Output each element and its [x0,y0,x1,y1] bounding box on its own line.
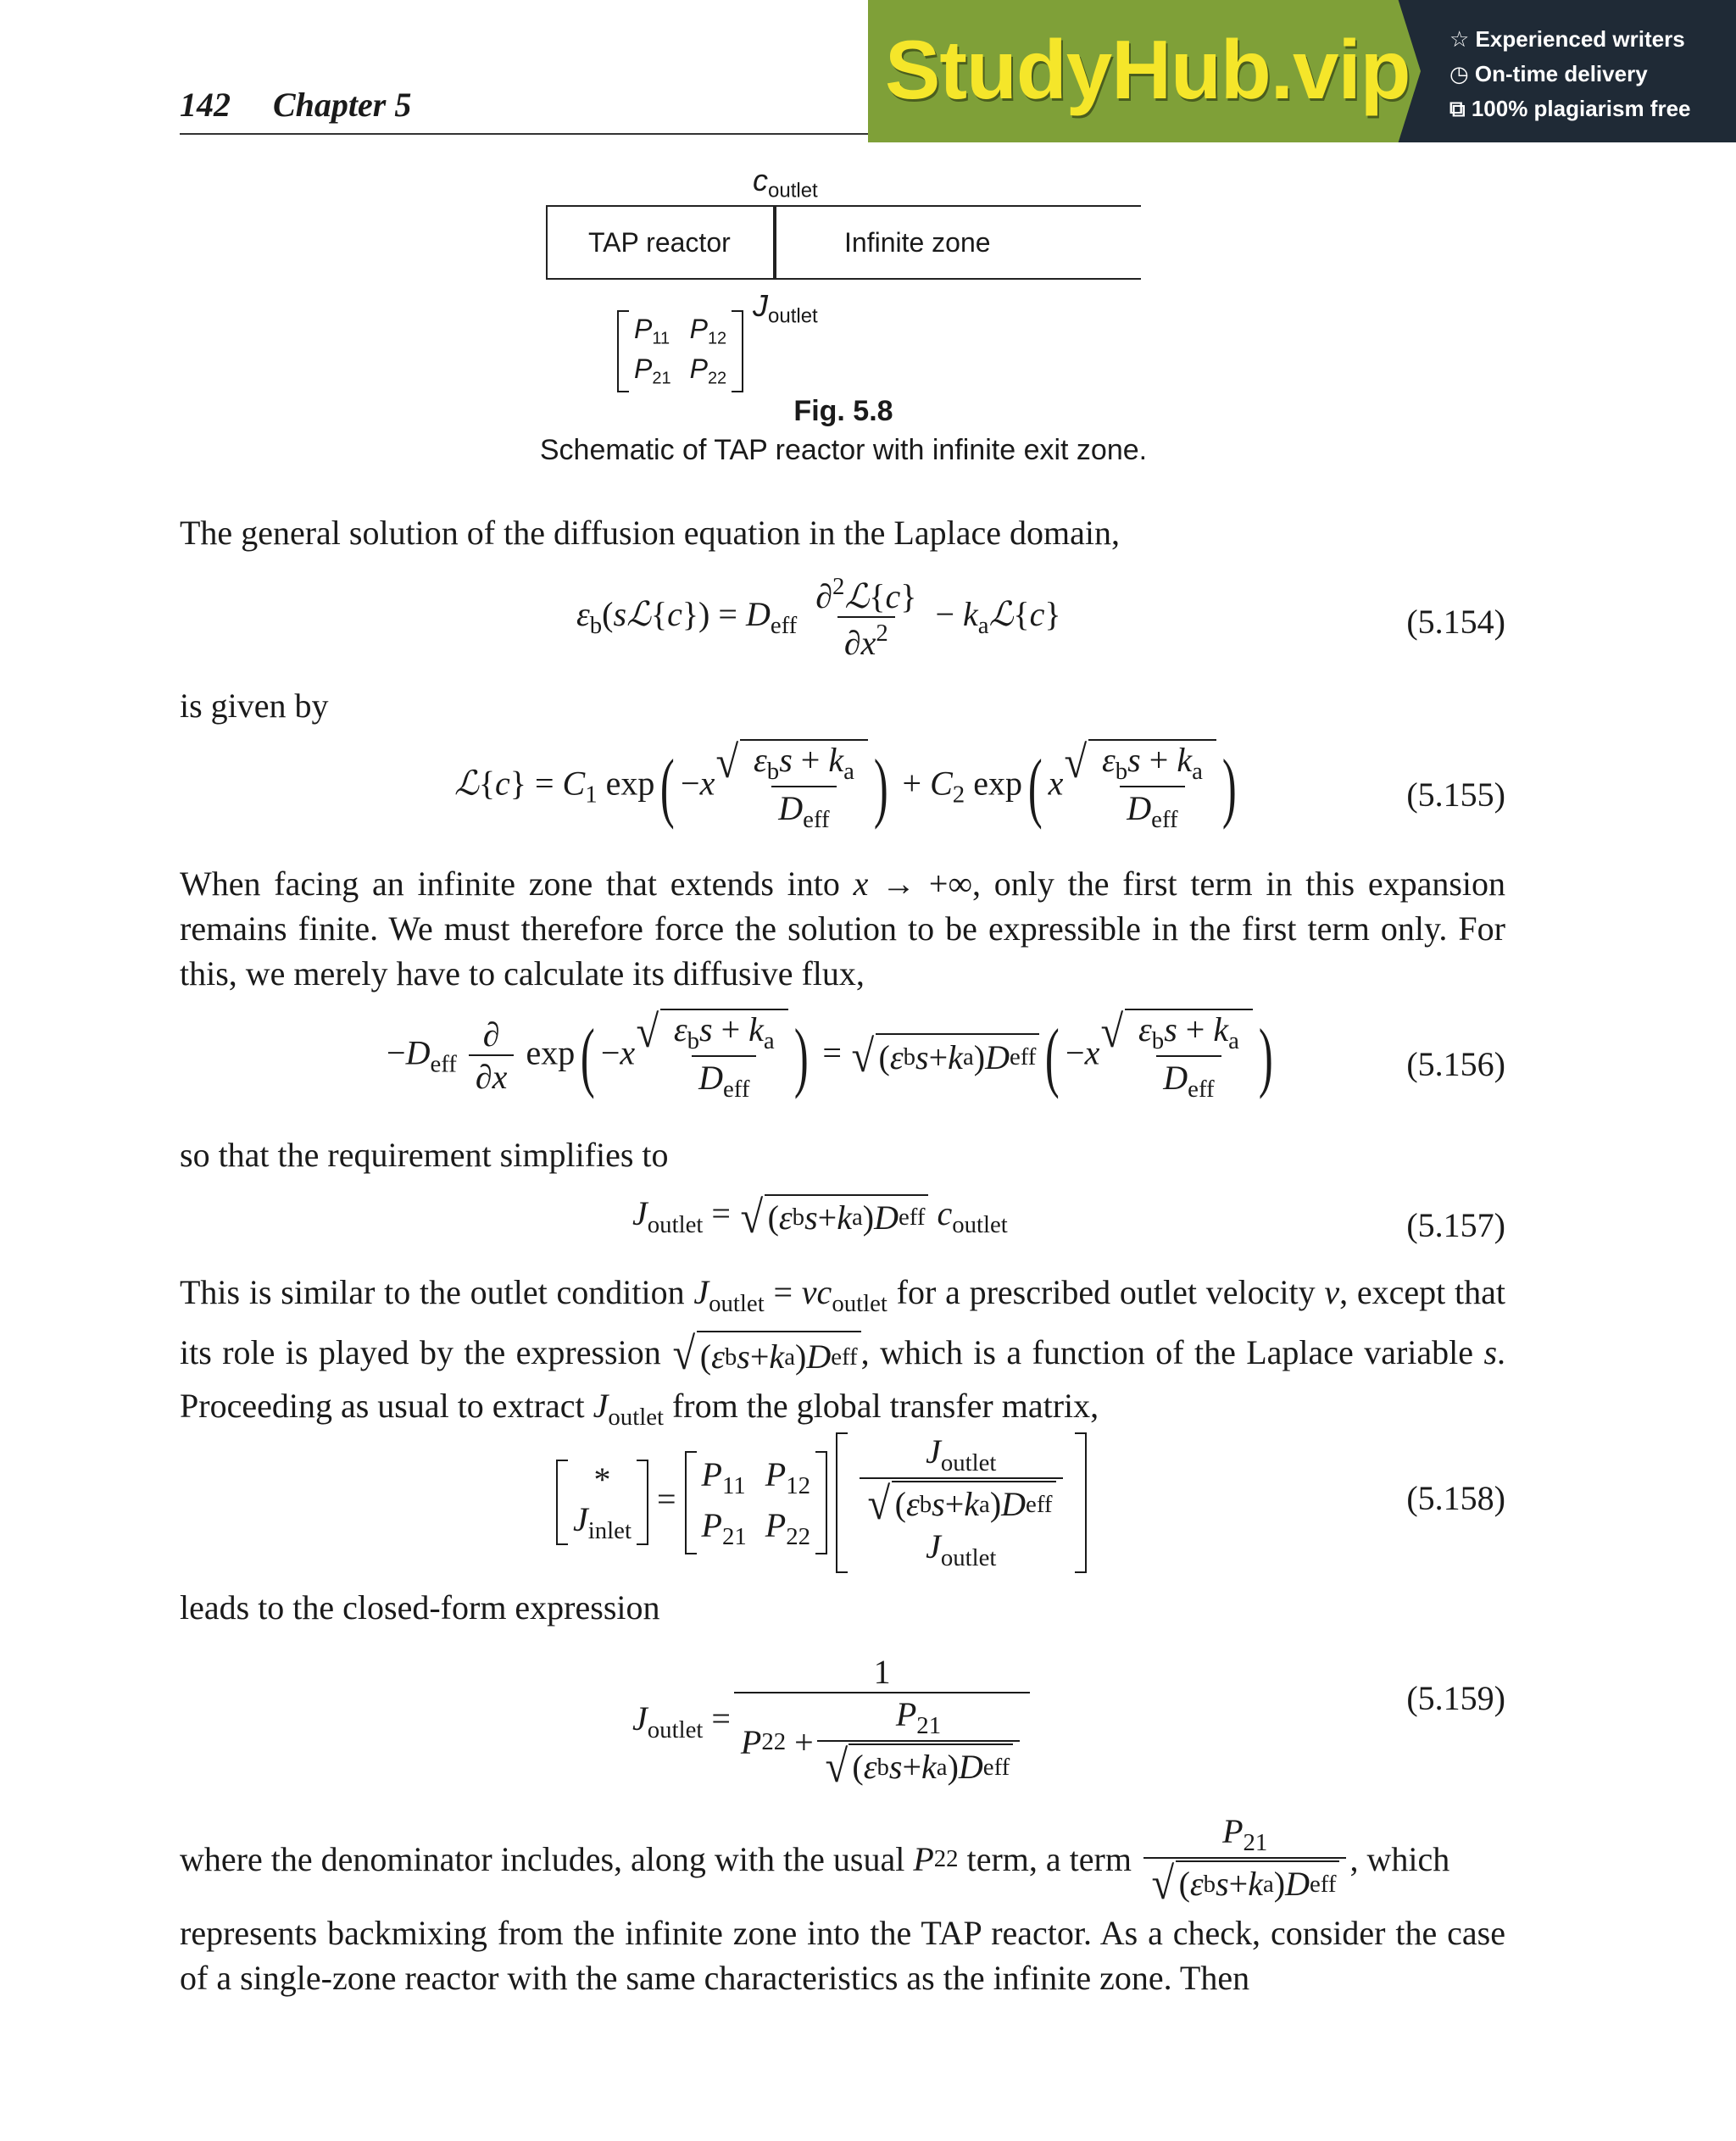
figure-transfer-matrix: $P_{11}$ $P_{12}$ $P_{21}$ $P_{22}$ [617,310,743,392]
paragraph: The general solution of the diffusion equation in the Laplace domain, [180,514,1120,552]
page-number: 142 [180,86,231,124]
feature-item: ⧉ 100% plagiarism free [1449,96,1691,121]
equation-number: (5.155) [1406,776,1505,814]
tap-reactor-label: TAP reactor [588,227,731,258]
clock-icon: ◷ [1449,61,1469,86]
studyhub-banner[interactable] [868,0,1736,142]
paragraph: When facing an infinite zone that extends into x → +∞, only the first term in this expansion remains finite. We must therefore force the solution to be expressible in the first term only. For this, we merely have to calculate its diffusive flux, [180,865,1506,993]
infinite-zone-label: Infinite zone [844,227,991,258]
paragraph: This is similar to the outlet condition $J_{outlet} = vc_{outlet}$ for a prescribed outlet velocity v, except that its role is played by the expression √ ( ε b s + k a ) D eff , which is a function of the Laplace variable s. Proceeding as usual to extract $J_{outlet}$ from the global transfer matrix, [180,1273,1506,1432]
equation-5-157: $J_{outlet}$ = √ ( ε b s + k a ) D eff $c_{outlet}$ [632,1191,1008,1243]
figure-c-outlet: $c_{outlet}$ [753,163,818,203]
paragraph: so that the requirement simplifies to [180,1136,669,1174]
chapter-title: Chapter 5 [273,86,412,124]
equation-5-156: $-D_{eff}$ $\frac{\partial}{\partial x}$ exp( −x √ $\frac{\varepsilon_bs + k_a}{D_{eff}}$ ) = √ ( ε b s + k a ) D eff ( −x √ $\frac{\varepsilon_bs + k_a}{D_{eff}}$ ) [387,1006,1273,1104]
feature-item: ◷ On-time delivery [1449,61,1648,86]
paragraph: is given by [180,687,329,725]
equation-5-158: * $J_{inlet}$ = $P_{11}$ $P_{12}$ $P_{21}$ $P_{22}$ $J_{outlet}$ √ ( ε b s + k a ) D eff $J_{outlet}$ [556,1432,1087,1573]
star-icon: ☆ [1449,26,1470,52]
equation-number: (5.156) [1406,1045,1505,1083]
equation-5-154: $\varepsilon_b(sℒ\{c\}) = D_{eff}$ $\frac{\partial^2ℒ\{c\}}{\partial x^2}$ − $k_aℒ\{c\}$ [576,573,1061,662]
equation-5-155: ℒ{c} = $C_1$ exp( −x √ $\frac{\varepsilon_bs + k_a}{D_{eff}}$ ) + $C_2$ exp( x √ $\frac{\varepsilon_bs + k_a}{D_{eff}}$ ) [454,737,1237,834]
equation-5-159: $J_{outlet}$ = 1 P 22 + $P_{21}$ √ ( ε b s + k a ) D eff [632,1653,1033,1789]
copy-icon: ⧉ [1449,96,1466,121]
equation-number: (5.158) [1406,1479,1505,1517]
paragraph: leads to the closed-form expression [180,1588,660,1627]
paragraph: represents backmixing from the infinite zone into the TAP reactor. As a check, consider the case of a single-zone reactor with the same characteristics as the infinite zone. Then [180,1914,1505,1997]
equation-number: (5.159) [1406,1679,1505,1717]
equation-number: (5.154) [1406,603,1505,641]
equation-number: (5.157) [1406,1206,1505,1244]
paragraph: where the denominator includes, along with the usual P 22 term, a term $P_{21}$ √ ( ε b s + k a ) D eff , which [180,1812,1450,1910]
banner-feature-list [1449,22,1691,126]
feature-item: ☆ Experienced writers [1449,26,1685,52]
brand-logo: StudyHub.vip [885,23,1410,116]
figure-j-outlet: $J_{outlet}$ [753,288,818,328]
figure-caption-text: Schematic of TAP reactor with infinite exit zone. [539,434,1148,466]
figure-caption-label: Fig. 5.8 [793,395,893,427]
